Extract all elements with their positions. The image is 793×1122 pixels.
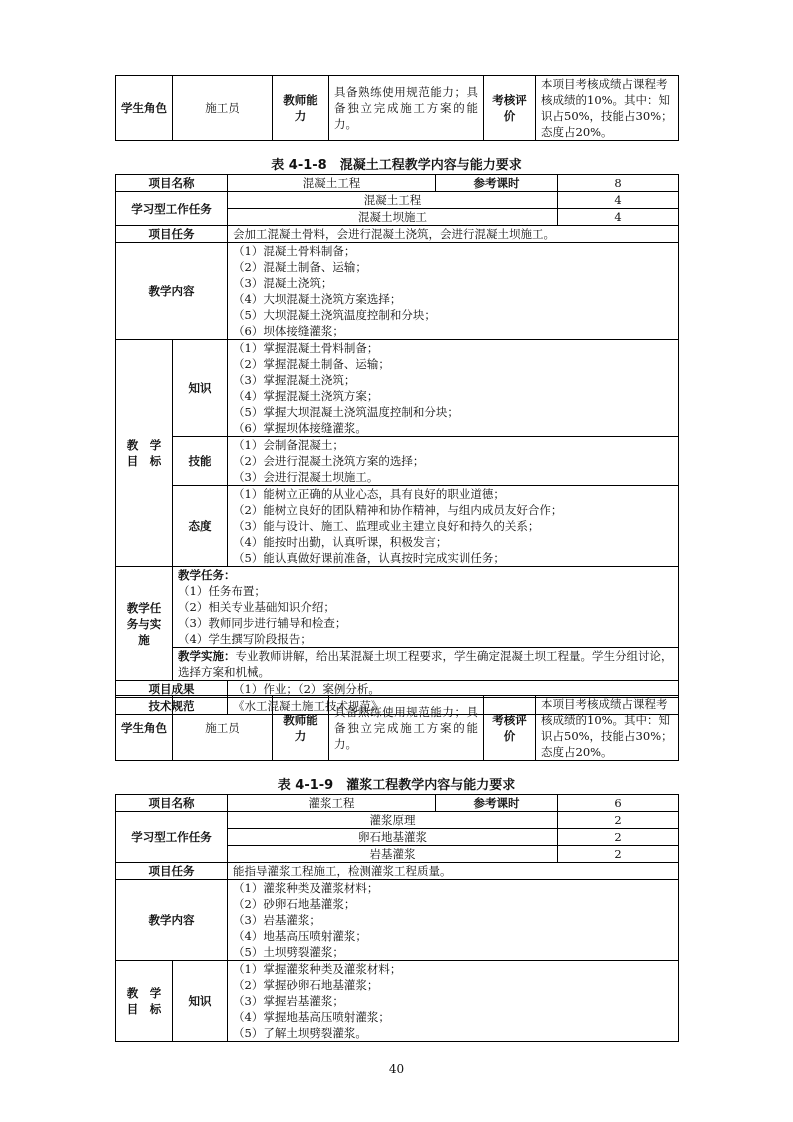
list-item: （6）掌握坝体接缝灌浆。 xyxy=(233,421,367,435)
teaching-goal-label: 教 学目 标 xyxy=(116,340,173,567)
project-task-value: 会加工混凝土骨料，会进行混凝土浇筑，会进行混凝土坝施工。 xyxy=(228,226,679,243)
list-item: （5）土坝劈裂灌浆； xyxy=(233,945,344,959)
list-item: （1）任务布置； xyxy=(178,584,266,598)
learning-tasks-label: 学习型工作任务 xyxy=(116,192,228,226)
student-role-value: 施工员 xyxy=(173,76,273,141)
learning-task-name: 灌浆原理 xyxy=(228,812,558,829)
table-4-1-8-role-row xyxy=(115,695,679,761)
list-item: （2）相关专业基础知识介绍； xyxy=(178,600,335,614)
list-item: （4）掌握地基高压喷射灌浆； xyxy=(233,1010,390,1024)
teacher-ability-label: 教师能力 xyxy=(273,696,329,761)
teaching-content-label: 教学内容 xyxy=(116,880,228,961)
top-role-table xyxy=(115,75,679,141)
list-item: （3）掌握混凝土浇筑； xyxy=(233,373,356,387)
table-4-1-9-caption: 表 4-1-9 灌浆工程教学内容与能力要求 xyxy=(277,778,516,793)
list-item: （5）掌握大坝混凝土浇筑温度控制和分块； xyxy=(233,405,459,419)
attitude-list xyxy=(228,486,679,567)
list-item: （3）岩基灌浆； xyxy=(233,913,321,927)
task-impl-label: 教学任务与实施 xyxy=(116,567,173,681)
learning-task-hours: 2 xyxy=(558,846,679,863)
learning-task-hours: 4 xyxy=(558,192,679,209)
list-item: （4）学生撰写阶段报告； xyxy=(178,632,312,646)
outcome-label: 项目成果 xyxy=(116,681,228,698)
ref-hours-label: 参考课时 xyxy=(436,795,558,812)
list-item: （1）掌握混凝土骨料制备； xyxy=(233,341,379,355)
list-item: （1）能树立正确的从业心态，具有良好的职业道德； xyxy=(233,487,505,501)
knowledge-label: 知识 xyxy=(173,961,228,1042)
project-task-value: 能指导灌浆工程施工，检测灌浆工程质量。 xyxy=(228,863,679,880)
list-item: （4）能按时出勤，认真听课，积极发言； xyxy=(233,535,448,549)
assessment-value: 本项目考核成绩占课程考核成绩的10%。其中：知识占50%，技能占30%；态度占20%。 xyxy=(536,76,679,141)
list-item: （6）坝体接缝灌浆； xyxy=(233,324,344,338)
learning-task-hours: 2 xyxy=(558,829,679,846)
student-role-value: 施工员 xyxy=(173,696,273,761)
list-item: （1）混凝土骨料制备； xyxy=(233,244,356,258)
list-item: （4）大坝混凝土浇筑方案选择； xyxy=(233,292,402,306)
project-name-label: 项目名称 xyxy=(116,175,228,192)
assessment-label: 考核评价 xyxy=(484,696,536,761)
list-item: （2）混凝土制备、运输； xyxy=(233,260,367,274)
learning-task-hours: 2 xyxy=(558,812,679,829)
list-item: （1）会制备混凝土； xyxy=(233,438,344,452)
project-name-label: 项目名称 xyxy=(116,795,228,812)
list-item: （2）掌握混凝土制备、运输； xyxy=(233,357,390,371)
list-item: （5）能认真做好课前准备，认真按时完成实训任务； xyxy=(233,551,505,565)
list-item: （3）掌握岩基灌浆； xyxy=(233,994,344,1008)
teacher-ability-value: 具备熟练使用规范能力；具备独立完成施工方案的能力。 xyxy=(329,696,484,761)
project-name-value: 灌浆工程 xyxy=(228,795,436,812)
list-item: （2）砂卵石地基灌浆； xyxy=(233,897,356,911)
knowledge-label: 知识 xyxy=(173,340,228,437)
list-item: （3）会进行混凝土坝施工。 xyxy=(233,470,379,484)
assessment-label: 考核评价 xyxy=(484,76,536,141)
project-task-label: 项目任务 xyxy=(116,863,228,880)
teacher-ability-label: 教师能力 xyxy=(273,76,329,141)
list-item: （1）掌握灌浆种类及灌浆材料； xyxy=(233,962,402,976)
list-item: （4）地基高压喷射灌浆； xyxy=(233,929,367,943)
list-item: （2）掌握砂卵石地基灌浆； xyxy=(233,978,379,992)
teaching-tasks-heading: 教学任务： xyxy=(178,568,236,582)
student-role-label: 学生角色 xyxy=(116,696,173,761)
table-4-1-9 xyxy=(115,794,679,1042)
learning-tasks-label: 学习型工作任务 xyxy=(116,812,228,863)
ref-hours-value: 6 xyxy=(558,795,679,812)
student-role-label: 学生角色 xyxy=(116,76,173,141)
skill-list xyxy=(228,437,679,486)
teaching-content-label: 教学内容 xyxy=(116,243,228,340)
table-4-1-8 xyxy=(115,174,679,715)
teaching-impl xyxy=(173,648,679,681)
teaching-impl-text: 专业教师讲解，给出某混凝土坝工程要求，学生确定混凝土坝工程量。学生分组讨论，选择方案和机械。 xyxy=(178,649,673,679)
list-item: （5）大坝混凝土浇筑温度控制和分块； xyxy=(233,308,436,322)
skill-label: 技能 xyxy=(173,437,228,486)
spec-label: 技术规范 xyxy=(116,698,228,715)
teaching-impl-heading: 教学实施： xyxy=(178,649,236,663)
teaching-content-list xyxy=(228,880,679,961)
teacher-ability-value: 具备熟练使用规范能力；具备独立完成施工方案的能力。 xyxy=(329,76,484,141)
list-item: （5）了解土坝劈裂灌浆。 xyxy=(233,1026,367,1040)
table-4-1-8-caption: 表 4-1-8 混凝土工程教学内容与能力要求 xyxy=(271,158,522,173)
learning-task-name: 混凝土工程 xyxy=(228,192,558,209)
teaching-content-list xyxy=(228,243,679,340)
learning-task-name: 混凝土坝施工 xyxy=(228,209,558,226)
list-item: （2）会进行混凝土浇筑方案的选择； xyxy=(233,454,425,468)
list-item: （3）能与设计、施工、监理或业主建立良好和持久的关系； xyxy=(233,519,540,533)
project-task-label: 项目任务 xyxy=(116,226,228,243)
teaching-goal-label: 教 学目 标 xyxy=(116,961,173,1042)
project-name-value: 混凝土工程 xyxy=(228,175,436,192)
ref-hours-label: 参考课时 xyxy=(436,175,558,192)
list-item: （3）混凝土浇筑； xyxy=(233,276,333,290)
outcome-value: （1）作业；（2）案例分析。 xyxy=(228,681,679,698)
list-item: （4）掌握混凝土浇筑方案； xyxy=(233,389,379,403)
list-item: （2）能树立良好的团队精神和协作精神，与组内成员友好合作； xyxy=(233,503,563,517)
ref-hours-value: 8 xyxy=(558,175,679,192)
list-item: （3）教师同步进行辅导和检查； xyxy=(178,616,347,630)
page-number: 40 xyxy=(388,1062,405,1076)
learning-task-hours: 4 xyxy=(558,209,679,226)
knowledge-list xyxy=(228,340,679,437)
list-item: （1）灌浆种类及灌浆材料； xyxy=(233,881,379,895)
learning-task-name: 岩基灌浆 xyxy=(228,846,558,863)
assessment-value: 本项目考核成绩占课程考核成绩的10%。其中：知识占50%，技能占30%；态度占20%。 xyxy=(536,696,679,761)
teaching-tasks-list xyxy=(173,567,679,648)
spec-value: 《水工混凝土施工技术规范》 xyxy=(228,698,679,715)
attitude-label: 态度 xyxy=(173,486,228,567)
learning-task-name: 卵石地基灌浆 xyxy=(228,829,558,846)
knowledge-list xyxy=(228,961,679,1042)
